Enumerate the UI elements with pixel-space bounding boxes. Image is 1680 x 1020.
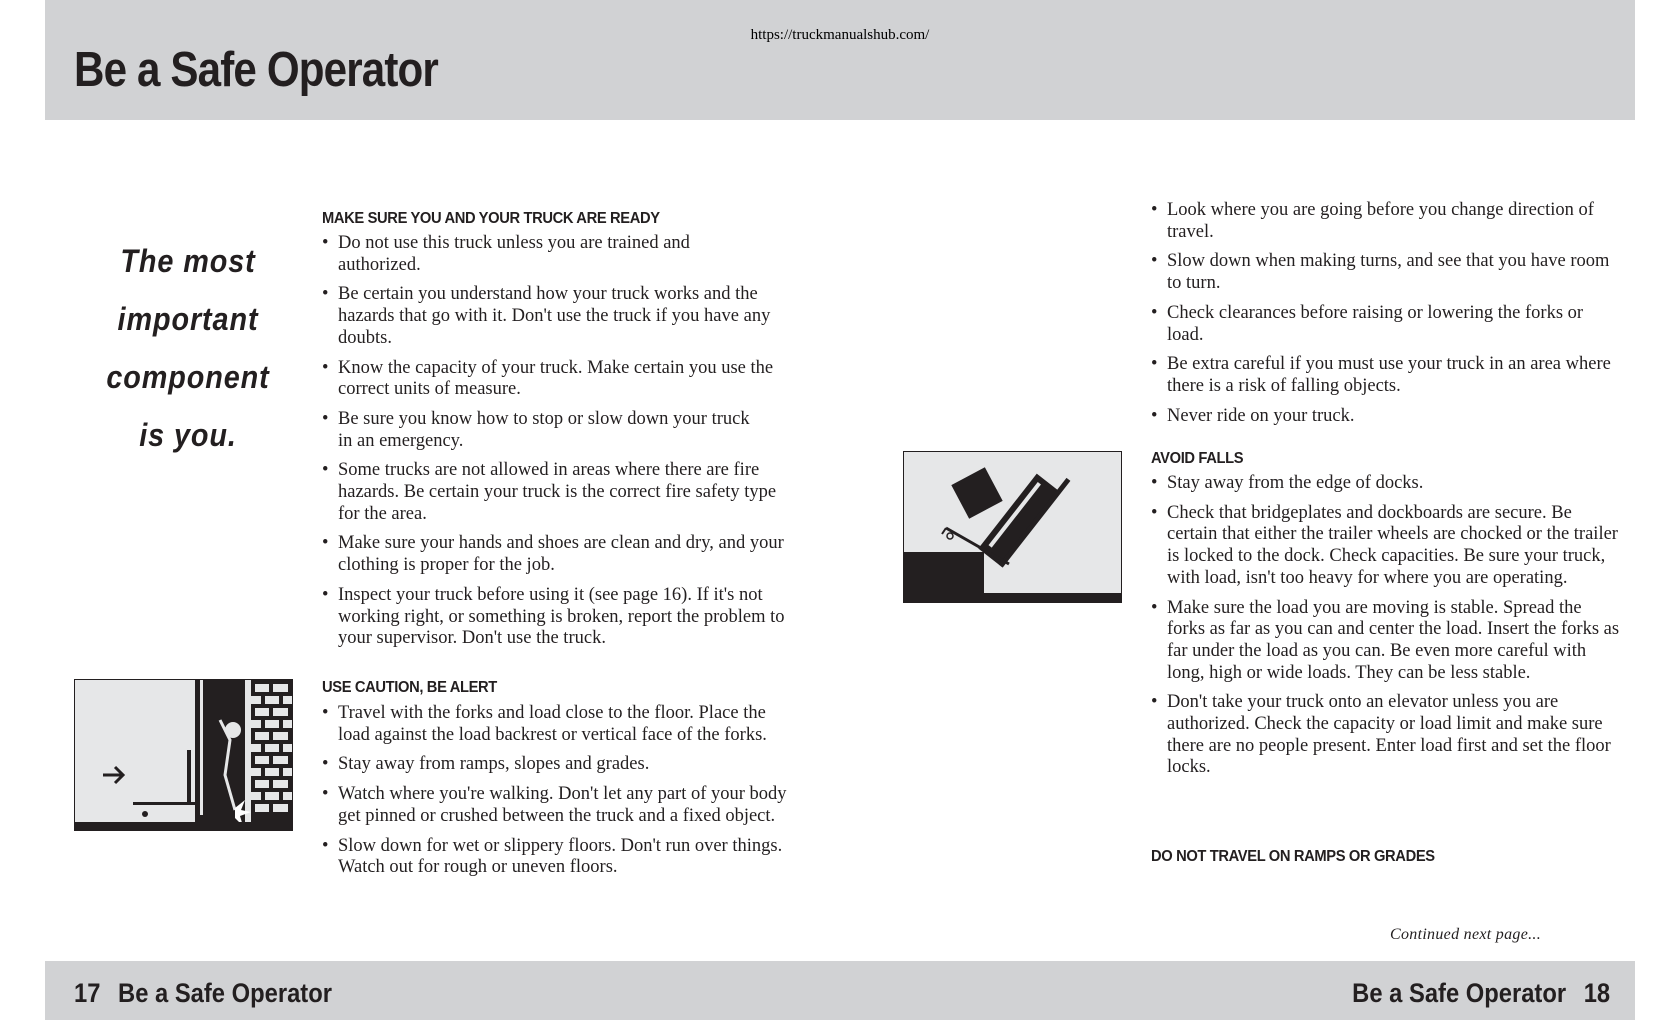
list-item: • Inspect your truck before using it (see page 16). If it's not working right, or something is broken, report the problem to your supervisor. Don't use the truck. xyxy=(322,585,792,650)
footer-left xyxy=(74,978,332,1009)
forklift-pinning-illustration xyxy=(74,679,293,831)
list-item: • Slow down when making turns, and see that you have room to turn. xyxy=(1151,251,1621,294)
list-item: • Look where you are going before you change direction of travel. xyxy=(1151,200,1621,243)
page-number-right: 18 xyxy=(1583,978,1610,1008)
list-item: • Make sure the load you are moving is stable. Spread the forks as far as you can and center the load. Insert the forks as far under the load as you can. Be even more careful with long, high or wide loads. They can be less stable. xyxy=(1151,598,1621,685)
continued-note: Continued next page... xyxy=(1390,926,1542,943)
list-item: • Some trucks are not allowed in areas where there are fire hazards. Be certain your truck is the correct fire safety type for the area. xyxy=(322,460,792,525)
list-item: • Be sure you know how to stop or slow down your truck in an emergency. xyxy=(322,409,768,452)
section-heading-ready: MAKE SURE YOU AND YOUR TRUCK ARE READY xyxy=(322,210,660,227)
source-url[interactable]: https://truckmanualshub.com/ xyxy=(750,27,930,43)
section-heading-caution: USE CAUTION, BE ALERT xyxy=(322,679,497,696)
footer-title-right: Be a Safe Operator xyxy=(1352,978,1566,1008)
footer-title-left: Be a Safe Operator xyxy=(118,978,332,1008)
list-item: • Watch where you're walking. Don't let any part of your body get pinned or crushed between the truck and a fixed object. xyxy=(322,784,792,827)
pull-quote xyxy=(98,232,278,464)
list-item: • Check clearances before raising or lowering the forks or load. xyxy=(1151,303,1621,346)
list-item: • Slow down for wet or slippery floors. Don't run over things. Watch out for rough or uneven floors. xyxy=(322,836,792,879)
dock-fall-icon xyxy=(904,452,1121,602)
footer-right xyxy=(1352,978,1610,1009)
page-number-left: 17 xyxy=(74,978,101,1008)
section-heading-ramps: DO NOT TRAVEL ON RAMPS OR GRADES xyxy=(1151,848,1435,865)
list-item: • Be extra careful if you must use your truck in an area where there is a risk of falling objects. xyxy=(1151,354,1621,397)
travel-list xyxy=(1151,200,1621,435)
list-item: • Do not use this truck unless you are trained and authorized. xyxy=(322,233,708,276)
dock-fall-illustration xyxy=(903,451,1122,603)
list-item: • Stay away from ramps, slopes and grades. xyxy=(322,754,792,776)
list-item: • Never ride on your truck. xyxy=(1151,406,1621,428)
caution-list xyxy=(322,703,792,887)
list-item: • Don't take your truck onto an elevator unless you are authorized. Check the capacity or load limit and make sure there are no people present. Enter load first and set the floor locks. xyxy=(1151,692,1621,779)
list-item: • Make sure your hands and shoes are clean and dry, and your clothing is proper for the job. xyxy=(322,533,792,576)
falls-list xyxy=(1151,473,1621,787)
section-heading-falls: AVOID FALLS xyxy=(1151,450,1244,467)
ready-list xyxy=(322,233,792,658)
pull-quote-line: is you. xyxy=(139,417,237,453)
page-title: Be a Safe Operator xyxy=(74,43,438,97)
list-item: • Check that bridgeplates and dockboards are secure. Be certain that either the trailer wheels are chocked or the trailer is locked to the dock. Check capacities. Be sure your truck, with load, isn't too heavy for where you are operating. xyxy=(1151,503,1621,590)
pull-quote-line: The most xyxy=(120,243,256,279)
list-item: • Be certain you understand how your truck works and the hazards that go with it. Don't use the truck if you have any doubts. xyxy=(322,284,792,349)
list-item: • Know the capacity of your truck. Make certain you use the correct units of measure. xyxy=(322,358,792,401)
pull-quote-line: important xyxy=(117,301,259,337)
pull-quote-line: component xyxy=(106,359,270,395)
list-item: • Travel with the forks and load close to the floor. Place the load against the load backrest or vertical face of the forks. xyxy=(322,703,792,746)
list-item: • Stay away from the edge of docks. xyxy=(1151,473,1621,495)
forklift-pinning-icon xyxy=(75,680,292,830)
